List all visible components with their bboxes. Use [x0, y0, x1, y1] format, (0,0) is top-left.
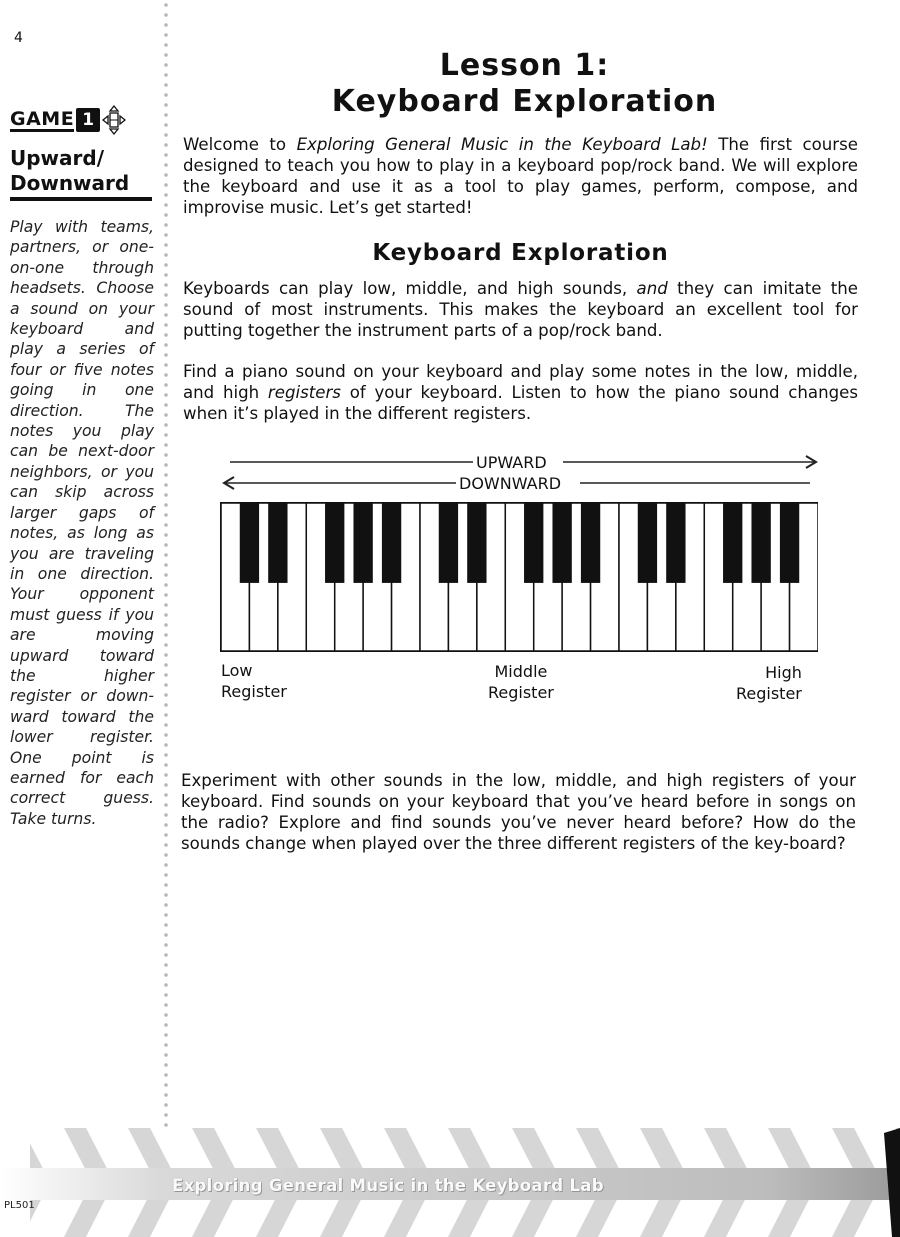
- sounds-text-rest: they can imitate the sound of most instruments. This makes the keyboard an excellent tool for putting together the instrument parts of a pop/rock band.: [183, 279, 858, 340]
- intro-text-rest: The first course designed to teach you how to play in a keyboard pop/rock band. We will explore the keyboard and use it as a tool to play games, perform, compose, and improvise music. Let’s get started!: [183, 135, 858, 217]
- middle-register-line1: Middle: [494, 662, 548, 681]
- black-key: [439, 503, 458, 583]
- game-description: Play with teams, partners, or one-on-one through headsets. Choose a sound on your keyboard and play a series of four or five notes going in one direction. The notes you play can be next-door neighbors, or you can skip across larger gaps of notes, as long as you are traveling in one direction. Your opponent must guess if you are moving upward toward the higher register or down-ward toward the lower register. One point is earned for each correct guess. Take turns.: [10, 218, 154, 828]
- middle-register-line2: Register: [488, 683, 554, 702]
- lesson-title-line2: Keyboard Exploration: [331, 84, 718, 119]
- registers-term: registers: [267, 383, 341, 402]
- section-heading: Keyboard Exploration: [372, 240, 669, 266]
- high-register-line1: High: [765, 663, 802, 682]
- black-key: [751, 503, 770, 583]
- game-sidebar: [10, 100, 154, 829]
- keyboard-figure: [218, 450, 818, 710]
- lesson-title: [183, 48, 858, 120]
- black-key: [268, 503, 287, 583]
- black-key: [353, 503, 372, 583]
- high-register-label: [736, 662, 802, 704]
- page-number: 4: [14, 30, 23, 46]
- dotted-divider: [162, 0, 170, 1130]
- low-register-label: [221, 660, 287, 702]
- black-key: [638, 503, 657, 583]
- black-key: [240, 503, 259, 583]
- lesson-content: [183, 48, 858, 424]
- registers-paragraph: [183, 361, 858, 424]
- footer-code: PL501: [4, 1200, 35, 1211]
- sounds-text: Keyboards can play low, middle, and high sounds,: [183, 279, 637, 298]
- black-key: [552, 503, 571, 583]
- black-key: [780, 503, 799, 583]
- piano-keyboard: [221, 503, 818, 651]
- dpad-icon: [102, 105, 126, 135]
- game-title-line1: Upward/: [10, 146, 105, 170]
- footer-banner: [0, 1128, 900, 1237]
- upward-label: UPWARD: [473, 452, 550, 473]
- high-register-line2: Register: [736, 684, 802, 703]
- black-key: [467, 503, 486, 583]
- game-title-line2: Downward: [10, 171, 152, 201]
- game-logo: [10, 100, 154, 140]
- black-key: [382, 503, 401, 583]
- low-register-line2: Register: [221, 682, 287, 701]
- black-key: [524, 503, 543, 583]
- sounds-paragraph: [183, 278, 858, 341]
- footer-title: Exploring General Music in the Keyboard Lab: [172, 1176, 604, 1195]
- lesson-title-line1: Lesson 1:: [439, 48, 610, 83]
- game-word: GAME: [10, 107, 75, 130]
- black-key: [666, 503, 685, 583]
- black-key: [723, 503, 742, 583]
- black-key: [581, 503, 600, 583]
- game-title: [10, 146, 154, 201]
- low-register-line1: Low: [221, 661, 253, 680]
- game-number: 1: [76, 108, 100, 132]
- intro-paragraph: [183, 134, 858, 218]
- middle-register-label: [488, 661, 554, 703]
- experiment-paragraph: Experiment with other sounds in the low, middle, and high registers of your keyboard. Find sounds on your keyboard that you’ve heard before in songs on the radio? Explore and find sounds you’ve never heard before? How do the sounds change when played over the three different registers of the key-board?: [181, 771, 856, 853]
- downward-label: DOWNWARD: [456, 473, 564, 494]
- black-key: [325, 503, 344, 583]
- sounds-emphasis: and: [636, 279, 668, 298]
- book-title: Exploring General Music in the Keyboard Lab!: [296, 135, 708, 154]
- registers-text: Find a piano sound on your keyboard and play some notes in the low, middle, and high: [183, 362, 858, 402]
- registers-text-rest: of your keyboard. Listen to how the piano sound changes when it’s played in the different registers.: [183, 383, 858, 423]
- intro-text: Welcome to: [183, 135, 297, 154]
